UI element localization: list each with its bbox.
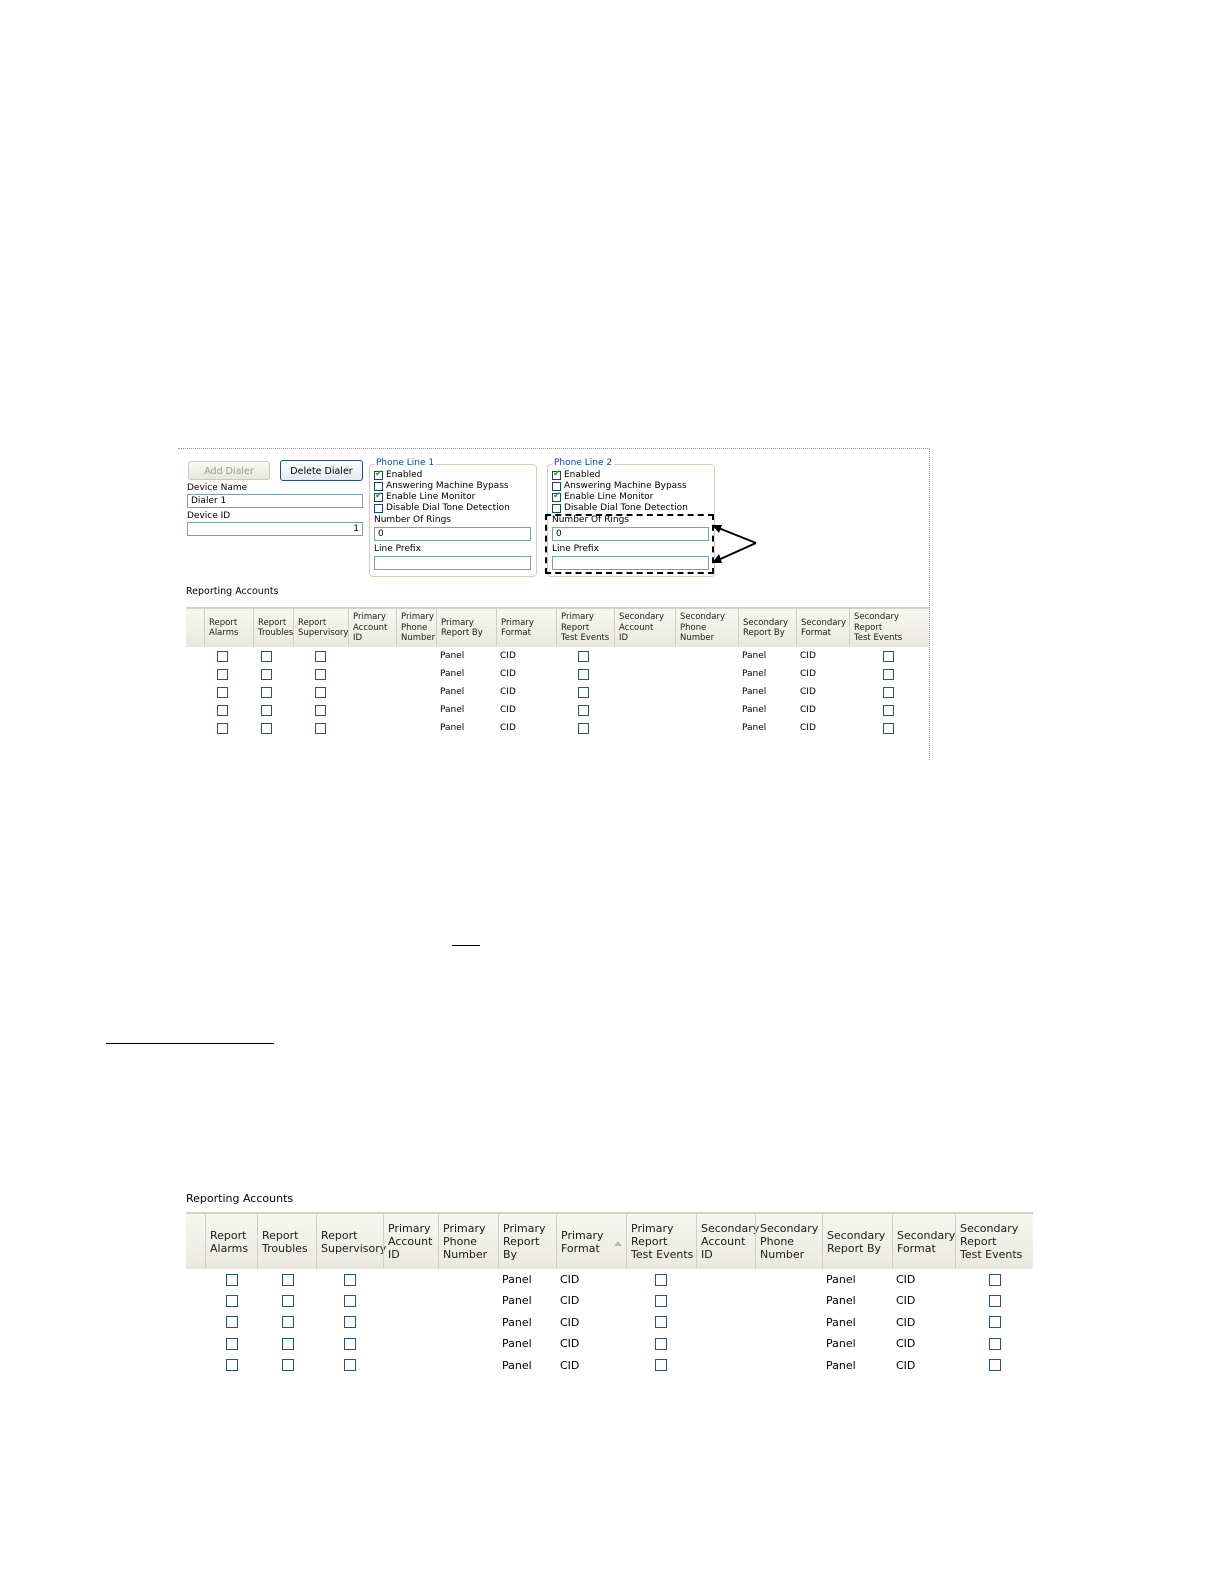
grid-cell: CID (896, 1337, 916, 1351)
row-selector-header (186, 1214, 205, 1269)
checkbox-icon (552, 504, 561, 513)
grid-checkbox[interactable] (217, 705, 228, 716)
grid-cell: Panel (742, 669, 767, 679)
grid-checkbox[interactable] (226, 1316, 238, 1328)
grid-checkbox[interactable] (989, 1338, 1001, 1350)
column-header[interactable]: Primary Format (496, 609, 556, 647)
pl2-answering-machine-bypass-checkbox[interactable] (552, 481, 687, 492)
grid-checkbox[interactable] (217, 651, 228, 662)
grid-cell: CID (896, 1294, 916, 1308)
pl1-prefix-label: Line Prefix (374, 544, 421, 554)
grid-checkbox[interactable] (261, 723, 272, 734)
table-row[interactable] (186, 683, 929, 701)
row-selector[interactable] (190, 1290, 205, 1311)
grid-cell: CID (500, 723, 516, 733)
grid-checkbox[interactable] (989, 1359, 1001, 1371)
checkbox-checked-icon (374, 493, 383, 502)
arrow-to-prefix (716, 543, 756, 561)
underline-fragment (106, 1043, 274, 1044)
table-row[interactable] (186, 1290, 1033, 1311)
grid-cell: CID (896, 1358, 916, 1372)
grid-cell: Panel (502, 1337, 532, 1351)
row-selector[interactable] (190, 683, 204, 701)
checkbox-checked-icon (552, 471, 561, 480)
grid-checkbox[interactable] (217, 723, 228, 734)
arrow-to-rings (716, 527, 756, 543)
grid-checkbox[interactable] (282, 1338, 294, 1350)
grid-checkbox[interactable] (226, 1274, 238, 1286)
column-header[interactable]: Report Supervisory (316, 1214, 383, 1269)
column-header[interactable]: Primary Report By (498, 1214, 556, 1269)
grid-header (186, 607, 929, 647)
grid-cell: Panel (826, 1315, 856, 1329)
dialer-panel (178, 448, 930, 760)
grid-checkbox[interactable] (883, 651, 894, 662)
grid-cell: CID (560, 1294, 580, 1308)
table-row[interactable] (186, 1355, 1033, 1376)
device-name-field[interactable]: Dialer 1 (187, 494, 363, 508)
table-row[interactable] (186, 647, 929, 665)
grid-checkbox[interactable] (315, 723, 326, 734)
reporting-accounts-grid-large (186, 1212, 1033, 1386)
grid-cell: CID (800, 669, 816, 679)
row-selector[interactable] (190, 1333, 205, 1354)
column-header[interactable]: Secondary Account ID (696, 1214, 755, 1269)
pl1-disable-dial-tone-detection-checkbox[interactable] (374, 503, 510, 514)
table-row[interactable] (186, 1269, 1033, 1290)
column-header[interactable]: Primary Account ID (383, 1214, 438, 1269)
checkbox-icon (374, 504, 383, 513)
grid-checkbox[interactable] (315, 687, 326, 698)
grid-checkbox[interactable] (217, 669, 228, 680)
column-header[interactable]: Secondary Report By (738, 609, 796, 647)
grid-cell: Panel (826, 1358, 856, 1372)
row-selector[interactable] (190, 1355, 205, 1376)
grid-checkbox[interactable] (226, 1295, 238, 1307)
grid-checkbox[interactable] (315, 651, 326, 662)
checkbox-label: Disable Dial Tone Detection (386, 503, 510, 513)
checkbox-icon (552, 482, 561, 491)
column-header[interactable]: Secondary Phone Number (675, 609, 738, 647)
phone-line-2-title: Phone Line 2 (554, 458, 613, 468)
column-header[interactable]: Primary Report By (436, 609, 496, 647)
add-dialer-button[interactable]: Add Dialer (188, 461, 270, 480)
grid-checkbox[interactable] (989, 1274, 1001, 1286)
grid-checkbox[interactable] (226, 1359, 238, 1371)
grid-checkbox[interactable] (282, 1359, 294, 1371)
grid-checkbox[interactable] (655, 1316, 667, 1328)
column-header[interactable]: Report Alarms (205, 1214, 257, 1269)
checkbox-label: Answering Machine Bypass (386, 481, 509, 491)
grid-cell: CID (560, 1273, 580, 1286)
grid-checkbox[interactable] (578, 651, 589, 662)
checkbox-icon (374, 482, 383, 491)
reporting-accounts-title-large: Reporting Accounts (186, 1192, 294, 1205)
grid-checkbox[interactable] (344, 1316, 356, 1328)
column-header[interactable]: Primary Phone Number (438, 1214, 498, 1269)
grid-checkbox[interactable] (883, 687, 894, 698)
grid-cell: CID (896, 1273, 916, 1286)
arrow-head-up-icon (712, 525, 722, 533)
table-row[interactable] (186, 719, 929, 737)
grid-cell: Panel (502, 1315, 532, 1329)
grid-checkbox[interactable] (578, 669, 589, 680)
grid-cell: CID (500, 705, 516, 715)
column-header[interactable]: Secondary Report By (822, 1214, 892, 1269)
column-header[interactable]: Report Troubles (257, 1214, 316, 1269)
column-header[interactable]: Secondary Report Test Events (849, 609, 929, 647)
grid-cell: CID (896, 1315, 916, 1329)
pl1-rings-field[interactable]: 0 (374, 527, 531, 541)
row-selector[interactable] (190, 1312, 205, 1333)
grid-checkbox[interactable] (282, 1316, 294, 1328)
grid-cell: Panel (742, 723, 767, 733)
pl2-enabled-checkbox[interactable] (552, 470, 600, 481)
grid-checkbox[interactable] (261, 651, 272, 662)
table-row[interactable] (186, 1333, 1033, 1354)
column-header[interactable]: Report Supervisory (293, 609, 348, 647)
underline-fragment (452, 945, 480, 946)
grid-cell: Panel (826, 1273, 856, 1286)
checkbox-label: Answering Machine Bypass (564, 481, 687, 491)
grid-cell: Panel (742, 705, 767, 715)
grid-checkbox[interactable] (883, 669, 894, 680)
checkbox-label: Enabled (564, 470, 601, 480)
checkbox-label: Disable Dial Tone Detection (564, 503, 688, 513)
phone-line-1-group (369, 458, 537, 577)
grid-checkbox[interactable] (217, 687, 228, 698)
grid-checkbox[interactable] (655, 1274, 667, 1286)
reporting-accounts-title: Reporting Accounts (186, 586, 279, 597)
checkbox-checked-icon (552, 493, 561, 502)
grid-checkbox[interactable] (226, 1338, 238, 1350)
grid-checkbox[interactable] (282, 1295, 294, 1307)
column-header[interactable]: Primary Report Test Events (556, 609, 614, 647)
grid-checkbox[interactable] (282, 1274, 294, 1286)
column-header[interactable]: Primary Format (556, 1214, 626, 1269)
grid-cell: Panel (440, 687, 465, 697)
callout-arrows (708, 519, 768, 569)
pl2-prefix-label: Line Prefix (552, 544, 599, 554)
delete-dialer-button[interactable]: Delete Dialer (280, 460, 363, 481)
grid-cell: Panel (742, 651, 767, 661)
grid-checkbox[interactable] (883, 705, 894, 716)
pl2-disable-dial-tone-detection-checkbox[interactable] (552, 503, 688, 514)
phone-line-1-title: Phone Line 1 (376, 458, 435, 468)
grid-checkbox[interactable] (261, 687, 272, 698)
grid-cell: Panel (502, 1294, 532, 1308)
column-header[interactable]: Secondary Format (892, 1214, 955, 1269)
grid-cell: CID (500, 687, 516, 697)
grid-checkbox[interactable] (344, 1359, 356, 1371)
table-row[interactable] (186, 701, 929, 719)
table-row[interactable] (186, 665, 929, 683)
pl1-rings-label: Number Of Rings (374, 515, 451, 525)
grid-checkbox[interactable] (261, 669, 272, 680)
grid-checkbox[interactable] (655, 1359, 667, 1371)
grid-cell: Panel (826, 1294, 856, 1308)
pl1-answering-machine-bypass-checkbox[interactable] (374, 481, 509, 492)
grid-checkbox[interactable] (655, 1338, 667, 1350)
sort-ascending-icon (614, 1241, 622, 1246)
grid-checkbox[interactable] (344, 1274, 356, 1286)
grid-cell: Panel (502, 1273, 532, 1286)
grid-cell: Panel (742, 687, 767, 697)
column-header[interactable]: Primary Phone Number (396, 609, 436, 647)
checkbox-label: Enable Line Monitor (564, 492, 654, 502)
checkbox-checked-icon (374, 471, 383, 480)
device-name-label: Device Name (187, 483, 248, 493)
grid-cell: CID (560, 1315, 580, 1329)
grid-cell: Panel (440, 651, 465, 661)
grid-cell: CID (800, 723, 816, 733)
pl2-rings-field[interactable]: 0 (552, 527, 709, 541)
grid-cell: Panel (440, 669, 465, 679)
arrow-head-down-icon (712, 554, 722, 563)
grid-checkbox[interactable] (578, 687, 589, 698)
pl1-enabled-checkbox[interactable] (374, 470, 422, 481)
column-header[interactable]: Secondary Format (796, 609, 849, 647)
pl1-prefix-field[interactable] (374, 556, 531, 570)
grid-checkbox[interactable] (655, 1295, 667, 1307)
pl2-enable-line-monitor-checkbox[interactable] (552, 492, 653, 503)
grid-checkbox[interactable] (315, 705, 326, 716)
column-header[interactable]: Report Troubles (253, 609, 293, 647)
row-selector[interactable] (190, 665, 204, 683)
checkbox-label: Enabled (386, 470, 423, 480)
row-selector[interactable] (190, 701, 204, 719)
grid-checkbox[interactable] (883, 723, 894, 734)
column-header[interactable]: Secondary Report Test Events (955, 1214, 1033, 1269)
column-header[interactable]: Report Alarms (204, 609, 253, 647)
grid-cell: CID (500, 651, 516, 661)
grid-cell: CID (800, 687, 816, 697)
grid-cell: Panel (440, 723, 465, 733)
row-selector[interactable] (190, 719, 204, 737)
grid-checkbox[interactable] (315, 669, 326, 680)
column-header[interactable]: Primary Account ID (348, 609, 396, 647)
grid-checkbox[interactable] (578, 723, 589, 734)
pl2-rings-label: Number Of Rings (552, 515, 629, 525)
row-selector[interactable] (190, 1269, 205, 1290)
grid-checkbox[interactable] (989, 1295, 1001, 1307)
grid-checkbox[interactable] (261, 705, 272, 716)
column-header[interactable]: Primary Report Test Events (626, 1214, 696, 1269)
grid-cell: Panel (440, 705, 465, 715)
grid-cell: CID (560, 1358, 580, 1372)
pl1-enable-line-monitor-checkbox[interactable] (374, 492, 475, 503)
grid-cell: CID (800, 651, 816, 661)
grid-cell: Panel (502, 1358, 532, 1372)
grid-cell: CID (500, 669, 516, 679)
device-id-field[interactable]: 1 (187, 522, 363, 536)
grid-cell: CID (560, 1337, 580, 1351)
grid-cell: Panel (826, 1337, 856, 1351)
column-header[interactable]: Secondary Phone Number (755, 1214, 822, 1269)
highlight-box (545, 514, 714, 574)
checkbox-label: Enable Line Monitor (386, 492, 476, 502)
reporting-accounts-grid (186, 607, 929, 747)
table-row[interactable] (186, 1312, 1033, 1333)
device-id-label: Device ID (187, 511, 231, 521)
grid-cell: CID (800, 705, 816, 715)
grid-checkbox[interactable] (989, 1316, 1001, 1328)
row-selector-header (186, 609, 204, 647)
column-header[interactable]: Secondary Account ID (614, 609, 675, 647)
grid-checkbox[interactable] (578, 705, 589, 716)
grid-checkbox[interactable] (344, 1295, 356, 1307)
grid-header (186, 1212, 1033, 1269)
grid-checkbox[interactable] (344, 1338, 356, 1350)
row-selector[interactable] (190, 647, 204, 665)
